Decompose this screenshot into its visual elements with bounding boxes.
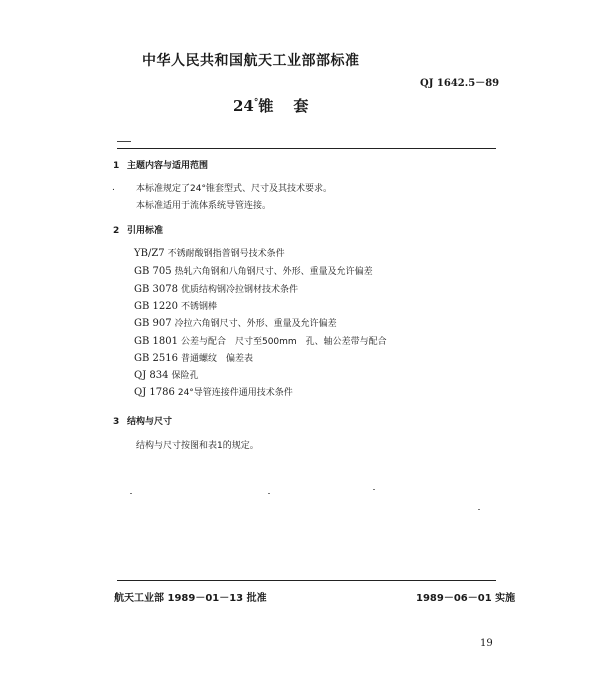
reference-code: GB 1801	[134, 336, 178, 347]
reference-item	[134, 351, 253, 364]
section-3-title: 结构与尺寸	[127, 417, 173, 427]
reference-code: GB 2516	[134, 353, 178, 364]
title-number: 24	[233, 97, 254, 115]
reference-code: GB 907	[134, 318, 172, 329]
title-word-sleeve: 套	[293, 97, 309, 115]
scan-speck	[478, 509, 480, 510]
reference-code: GB 705	[134, 266, 172, 277]
reference-text: 不锈钢棒	[180, 302, 217, 312]
reference-item	[134, 282, 298, 295]
section-3-line-1: 结构与尺寸按图和表1的规定。	[136, 441, 259, 451]
section-2-heading	[113, 223, 163, 236]
scan-speck	[130, 493, 132, 494]
reference-item	[134, 316, 337, 329]
page-number: 19	[480, 638, 493, 649]
reference-code: QJ 1786	[134, 387, 175, 398]
reference-text: 优质结构钢冷拉钢材技术条件	[180, 285, 298, 295]
title-angle-symbol: °	[253, 98, 259, 108]
standard-code: QJ 1642.5－89	[420, 78, 500, 89]
header-rule	[117, 148, 496, 149]
effective-date: 1989－06－01 实施	[416, 593, 516, 604]
section-3-number: 3	[113, 417, 120, 427]
reference-text: 不锈耐酸钢指普钢号技术条件	[167, 249, 285, 259]
reference-code: YB/Z7	[134, 248, 165, 259]
reference-item	[134, 334, 387, 347]
bullet-mark: .	[112, 183, 115, 193]
reference-text: 热轧六角钢和八角钢尺寸、外形、重量及允许偏差	[174, 267, 373, 277]
approval-date: 航天工业部 1989－01－13 批准	[114, 593, 267, 604]
reference-code: GB 3078	[134, 284, 178, 295]
reference-text: 24°导管连接件通用技术条件	[177, 388, 293, 398]
section-1-title: 主题内容与适用范围	[127, 161, 209, 171]
reference-code: QJ 834	[134, 370, 169, 381]
footer-rule	[117, 580, 496, 581]
section-1-number: 1	[113, 161, 120, 171]
reference-text: 冷拉六角钢尺寸、外形、重量及允许偏差	[174, 319, 337, 329]
header-short-rule	[117, 141, 131, 142]
standard-organization: 中华人民共和国航天工业部部标准	[142, 53, 360, 69]
reference-item	[134, 368, 199, 381]
reference-code: GB 1220	[134, 301, 178, 312]
reference-text: 保险孔	[171, 371, 199, 381]
reference-item	[134, 299, 217, 312]
reference-item	[134, 264, 373, 277]
document-title	[233, 95, 308, 116]
section-3-heading	[113, 414, 172, 427]
reference-item	[134, 246, 285, 259]
section-1-line-1: 本标准规定了24°锥套型式、尺寸及其技术要求。	[136, 184, 332, 194]
scan-speck	[373, 489, 375, 490]
title-word-cone: 锥	[258, 97, 274, 115]
section-1-heading	[113, 158, 208, 171]
reference-item	[134, 385, 293, 398]
reference-text: 公差与配合 尺寸至500mm 孔、轴公差带与配合	[180, 337, 387, 347]
section-1-line-2: 本标准适用于流体系统导管连接。	[136, 201, 272, 211]
section-2-title: 引用标准	[127, 226, 164, 236]
reference-text: 普通螺纹 偏差表	[180, 354, 253, 364]
section-2-number: 2	[113, 226, 120, 236]
scan-speck	[268, 493, 270, 494]
